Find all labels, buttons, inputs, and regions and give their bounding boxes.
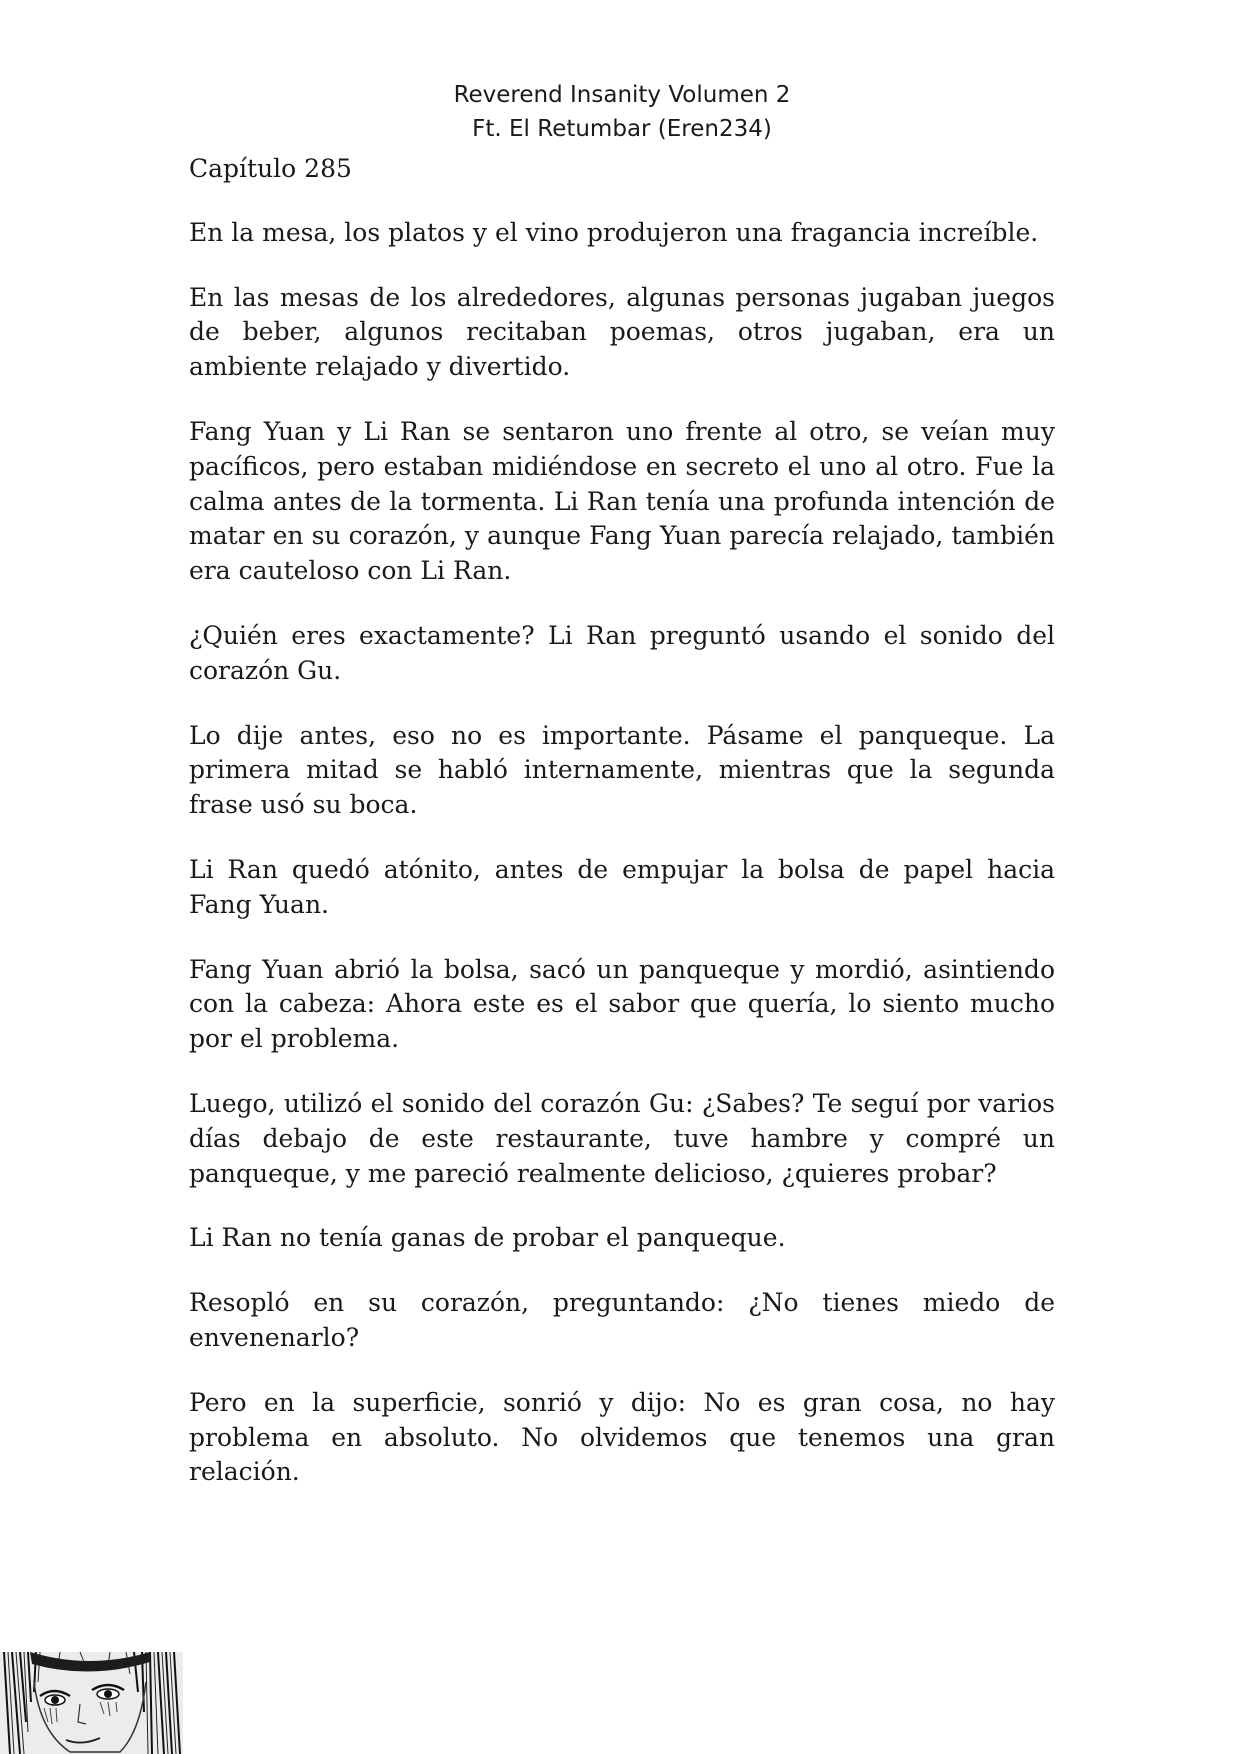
- paragraph: Lo dije antes, eso no es importante. Pásame el panqueque. La primera mitad se habló internamente, mientras que la segunda frase usó su boca.: [189, 720, 1055, 820]
- paragraph: Li Ran quedó atónito, antes de empujar la bolsa de papel hacia Fang Yuan.: [189, 854, 1055, 919]
- paragraph: En las mesas de los alrededores, algunas personas jugaban juegos de beber, algunos recitaban poemas, otros jugaban, era un ambiente relajado y divertido.: [189, 282, 1055, 382]
- document-body: [189, 152, 1055, 1520]
- paragraph: Resopló en su corazón, preguntando: ¿No tienes miedo de envenenarlo?: [189, 1288, 1055, 1352]
- paragraph: Li Ran no tenía ganas de probar el panqueque.: [189, 1223, 786, 1253]
- header-book-title: Reverend Insanity Volumen 2: [453, 82, 791, 108]
- paragraph: Luego, utilizó el sonido del corazón Gu: ¿Sabes? Te seguí por varios días debajo de este restaurante, tuve hambre y compré un panqueque, y me pareció realmente delicioso, ¿quieres probar?: [189, 1088, 1055, 1188]
- paragraph: Pero en la superficie, sonrió y dijo: No es gran cosa, no hay problema en absoluto. No olvidemos que tenemos una gran relación.: [189, 1387, 1055, 1487]
- portrait-drawing: [0, 1652, 183, 1754]
- paragraph: ¿Quién eres exactamente? Li Ran preguntó usando el sonido del corazón Gu.: [189, 620, 1055, 685]
- page-header: [0, 78, 1241, 146]
- manga-character-portrait-icon: [0, 1652, 183, 1754]
- chapter-title: Capítulo 285: [189, 154, 352, 183]
- paragraph: En la mesa, los platos y el vino produjeron una fragancia increíble.: [189, 217, 1039, 247]
- header-credits: Ft. El Retumbar (Eren234): [472, 116, 772, 142]
- paragraph: Fang Yuan y Li Ran se sentaron uno frente al otro, se veían muy pacíficos, pero estaban midiéndose en secreto el uno al otro. Fue la calma antes de la tormenta. Li Ran tenía una profunda intención de matar en su corazón, y aunque Fang Yuan parecía relajado, también era cauteloso con Li Ran.: [189, 416, 1055, 586]
- paragraph: Fang Yuan abrió la bolsa, sacó un panqueque y mordió, asintiendo con la cabeza: Ahora este es el sabor que quería, lo siento mucho por el problema.: [189, 954, 1055, 1054]
